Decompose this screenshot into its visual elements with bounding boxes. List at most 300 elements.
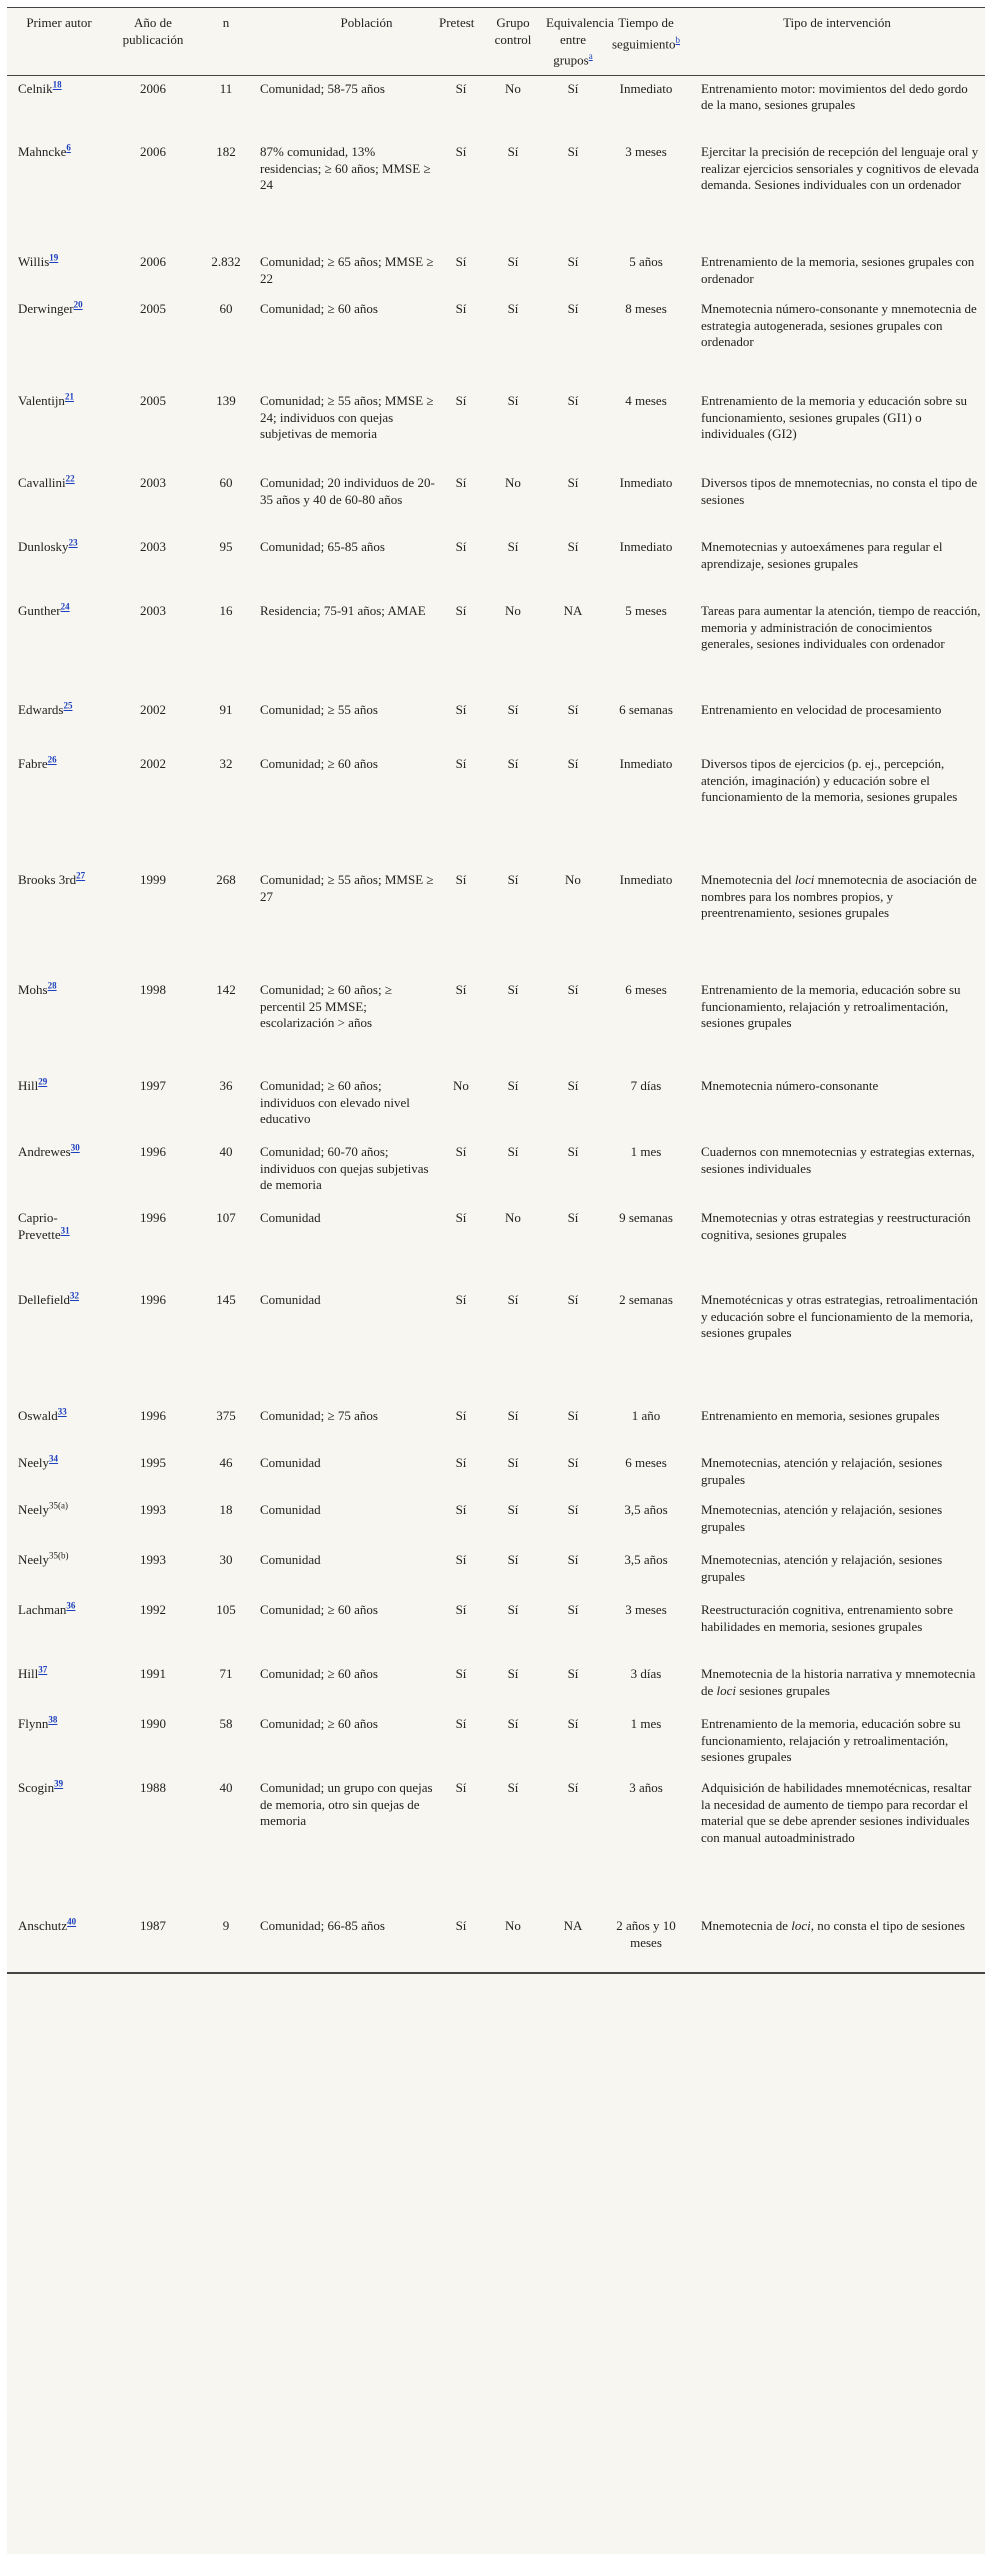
- cell-autor: [7, 1287, 111, 1403]
- cell-autor: [7, 1597, 111, 1661]
- reference-link[interactable]: 27: [76, 871, 86, 881]
- cell-control: No: [505, 603, 521, 619]
- author-name: Scogin: [18, 1780, 55, 1796]
- reference-link[interactable]: 37: [38, 1665, 48, 1675]
- cell-intervencion: Mnemotecnias, atención y relajación, sesiones grupales: [701, 1455, 943, 1487]
- cell-autor: [7, 1547, 111, 1597]
- cell-control: Sí: [507, 254, 519, 270]
- header-intervencion: Tipo de intervención: [783, 15, 891, 30]
- cell-autor: [7, 1775, 111, 1913]
- cell-anio: 2006: [140, 144, 166, 160]
- cell-anio: 2006: [140, 254, 166, 270]
- cell-seguimiento: 2 años y 10 meses: [616, 1918, 676, 1950]
- cell-control: Sí: [507, 1502, 519, 1518]
- table-row: [7, 1139, 985, 1205]
- table-row: [7, 1073, 985, 1139]
- table-row: [7, 1205, 985, 1287]
- cell-equivalencia: Sí: [567, 1780, 579, 1796]
- author-name: Mohs: [18, 982, 48, 998]
- table-row: [7, 1711, 985, 1775]
- cell-autor: [7, 470, 111, 534]
- table-row: [7, 598, 985, 697]
- cell-equivalencia: Sí: [567, 1210, 579, 1226]
- author-name: Mahncke: [18, 144, 67, 160]
- cell-poblacion: Comunidad; ≥ 60 años; ≥ percentil 25 MMSE; escolarización > años: [260, 982, 392, 1031]
- cell-equivalencia: Sí: [567, 1292, 579, 1308]
- cell-anio: 2005: [140, 301, 166, 317]
- intervention-text: mnemotecnia de asociación de nombres para los nombres propios, y preentrenamiento, sesiones grupales: [701, 872, 977, 921]
- author-name: Celnik: [18, 80, 53, 96]
- cell-pretest: Sí: [455, 539, 467, 555]
- cell-anio: 2003: [140, 603, 166, 619]
- cell-n: 32: [219, 756, 233, 772]
- cell-seguimiento: Inmediato: [619, 475, 673, 491]
- cell-pretest: Sí: [455, 1602, 467, 1618]
- table-row: [7, 977, 985, 1073]
- cell-intervencion: Mnemotecnia número-consonante y mnemotecnia de estrategia autogenerada, sesiones grupales con ordenador: [701, 301, 977, 350]
- footnote-link-a[interactable]: a: [588, 51, 593, 61]
- cell-n: 40: [219, 1144, 233, 1160]
- cell-anio: 1987: [140, 1918, 166, 1934]
- cell-n: 40: [219, 1780, 233, 1796]
- cell-intervencion: Diversos tipos de ejercicios (p. ej., percepción, atención, imaginación) y educación sobre el funcionamiento de la memoria, sesiones grupales: [701, 756, 958, 805]
- table-row: [7, 388, 985, 470]
- cell-intervencion: Diversos tipos de mnemotecnias, no consta el tipo de sesiones: [701, 475, 978, 507]
- cell-n: 107: [216, 1210, 236, 1226]
- author-name: Oswald: [18, 1408, 58, 1424]
- cell-intervencion: Reestructuración cognitiva, entrenamiento sobre habilidades en memoria, sesiones grupales: [701, 1602, 953, 1634]
- cell-autor: [7, 867, 111, 977]
- cell-pretest: Sí: [455, 1408, 467, 1424]
- cell-autor: [7, 1450, 111, 1497]
- author-name: Caprio-Prevette: [18, 1210, 61, 1242]
- intervention-text: no consta el tipo de sesiones: [814, 1918, 965, 1934]
- table-row: [7, 1403, 985, 1450]
- cell-n: 2.832: [211, 254, 241, 270]
- cell-n: 375: [216, 1408, 236, 1424]
- cell-poblacion: Comunidad; ≥ 60 años: [260, 1716, 378, 1732]
- header-anio: Año de publicación: [122, 15, 184, 47]
- header-row: [7, 8, 985, 76]
- reference-link[interactable]: 26: [47, 755, 57, 765]
- cell-pretest: Sí: [455, 393, 467, 409]
- cell-anio: 1990: [140, 1716, 166, 1732]
- cell-seguimiento: 1 año: [631, 1408, 661, 1424]
- cell-intervencion: [689, 1913, 985, 1973]
- cell-n: 268: [216, 872, 236, 888]
- cell-intervencion: Entrenamiento motor: movimientos del dedo gordo de la mano, sesiones grupales: [701, 80, 968, 113]
- cell-seguimiento: 5 meses: [625, 603, 667, 619]
- cell-autor: [7, 1711, 111, 1775]
- cell-control: Sí: [507, 144, 519, 160]
- reference-link[interactable]: 39: [54, 1779, 64, 1789]
- cell-n: 139: [216, 393, 236, 409]
- cell-control: Sí: [507, 756, 519, 772]
- cell-poblacion: 87% comunidad, 13% residencias; ≥ 60 años; MMSE ≥ 24: [260, 144, 431, 193]
- cell-anio: 2003: [140, 539, 166, 555]
- cell-equivalencia: Sí: [567, 982, 579, 998]
- reference-link[interactable]: 25: [63, 701, 73, 711]
- cell-pretest: Sí: [455, 1502, 467, 1518]
- cell-n: 30: [219, 1552, 233, 1568]
- header-seguimiento: Tiempo de seguimiento$^b$: [611, 15, 681, 51]
- reference-link[interactable]: 28: [47, 981, 57, 991]
- cell-poblacion: Comunidad; 60-70 años; individuos con quejas subjetivas de memoria: [260, 1144, 429, 1193]
- cell-equivalencia: Sí: [567, 1144, 579, 1160]
- reference-link[interactable]: 33: [57, 1407, 67, 1417]
- cell-equivalencia: Sí: [567, 301, 579, 317]
- cell-poblacion: Comunidad; un grupo con quejas de memoria, otro sin quejas de memoria: [260, 1780, 433, 1829]
- table-container: [7, 7, 985, 2554]
- cell-anio: 1997: [140, 1078, 166, 1094]
- reference-link: 35(a): [49, 1501, 69, 1511]
- cell-poblacion: Comunidad; ≥ 75 años: [260, 1408, 378, 1424]
- intervention-text: loci,: [791, 1918, 814, 1934]
- cell-pretest: Sí: [455, 603, 467, 619]
- cell-poblacion: Comunidad; ≥ 60 años: [260, 1666, 378, 1682]
- cell-pretest: Sí: [455, 1918, 467, 1934]
- cell-pretest: Sí: [455, 1716, 467, 1732]
- header-pretest: Pretest: [439, 15, 475, 30]
- cell-autor: [7, 139, 111, 249]
- cell-anio: 1993: [140, 1502, 166, 1518]
- table-row: [7, 697, 985, 751]
- cell-n: 60: [219, 301, 233, 317]
- cell-anio: 1996: [140, 1210, 166, 1226]
- cell-intervencion: Mnemotecnias y autoexámenes para regular el aprendizaje, sesiones grupales: [701, 539, 943, 571]
- cell-equivalencia: Sí: [567, 1552, 579, 1568]
- cell-anio: 1995: [140, 1455, 166, 1471]
- cell-intervencion: Ejercitar la precisión de recepción del lenguaje oral y realizar ejercicios sensoriales y cognitivos de elevada demanda. Sesiones individuales con un ordenador: [701, 144, 979, 193]
- intervention-text: loci: [716, 1682, 737, 1698]
- reference-link[interactable]: 22: [65, 474, 75, 484]
- cell-seguimiento: 3,5 años: [624, 1552, 668, 1568]
- cell-anio: 1999: [140, 872, 166, 888]
- cell-autor: [7, 296, 111, 388]
- author-name: Lachman: [18, 1602, 67, 1618]
- cell-seguimiento: Inmediato: [619, 80, 673, 96]
- cell-pretest: Sí: [455, 80, 467, 96]
- cell-n: 16: [219, 603, 233, 619]
- table-row: [7, 1913, 985, 1973]
- cell-pretest: Sí: [455, 475, 467, 491]
- reference-link[interactable]: 36: [66, 1601, 76, 1611]
- author-name: Dunlosky: [18, 539, 69, 555]
- author-name: Dellefield: [18, 1292, 70, 1308]
- cell-n: 46: [219, 1455, 233, 1471]
- cell-intervencion: Tareas para aumentar la atención, tiempo de reacción, memoria y administración de conocimientos generales, sesiones individuales con ordenador: [701, 603, 981, 652]
- cell-anio: 1991: [140, 1666, 166, 1682]
- cell-seguimiento: Inmediato: [619, 872, 673, 888]
- author-name: Fabre: [18, 756, 48, 772]
- reference-link[interactable]: 21: [64, 392, 74, 402]
- cell-anio: 2002: [140, 756, 166, 772]
- table-row: [7, 1547, 985, 1597]
- reference-link[interactable]: 20: [73, 300, 83, 310]
- cell-equivalencia: Sí: [567, 80, 579, 96]
- cell-equivalencia: Sí: [567, 756, 579, 772]
- cell-equivalencia: Sí: [567, 539, 579, 555]
- cell-pretest: Sí: [455, 1144, 467, 1160]
- cell-intervencion: Cuadernos con mnemotecnias y estrategias externas, sesiones individuales: [701, 1144, 975, 1176]
- reference-link[interactable]: 31: [60, 1225, 70, 1236]
- cell-pretest: Sí: [455, 756, 467, 772]
- author-name: Edwards: [18, 702, 64, 718]
- cell-intervencion: Entrenamiento de la memoria, educación sobre su funcionamiento, relajación y retroalimentación, sesiones grupales: [701, 1716, 961, 1765]
- cell-anio: 1993: [140, 1552, 166, 1568]
- cell-poblacion: Comunidad; ≥ 60 años: [260, 301, 378, 317]
- cell-seguimiento: 1 mes: [630, 1716, 662, 1732]
- cell-autor: [7, 534, 111, 598]
- author-name: Brooks 3rd: [18, 872, 77, 888]
- cell-equivalencia: Sí: [567, 1455, 579, 1471]
- author-name: Hill: [18, 1078, 39, 1094]
- cell-poblacion: Comunidad: [260, 1502, 321, 1518]
- cell-control: No: [505, 80, 521, 96]
- cell-control: Sí: [507, 1780, 519, 1796]
- cell-n: 11: [219, 80, 233, 96]
- table-row: [7, 139, 985, 249]
- reference-link[interactable]: 23: [68, 538, 78, 548]
- cell-equivalencia: NA: [563, 603, 583, 619]
- cell-intervencion: Mnemotecnia número-consonante: [701, 1078, 879, 1094]
- cell-equivalencia: Sí: [567, 1502, 579, 1518]
- cell-control: Sí: [507, 872, 519, 888]
- cell-pretest: Sí: [455, 982, 467, 998]
- cell-seguimiento: 4 meses: [625, 393, 667, 409]
- reference-link[interactable]: 38: [48, 1715, 58, 1725]
- cell-intervencion: Mnemotécnicas y otras estrategias, retroalimentación y educación sobre el funcionamiento de la memoria, sesiones grupales: [701, 1292, 978, 1341]
- table-row: [7, 1287, 985, 1403]
- cell-equivalencia: NA: [563, 1918, 583, 1934]
- header-poblacion: Población: [340, 15, 393, 30]
- cell-pretest: Sí: [455, 1780, 467, 1796]
- cell-pretest: Sí: [455, 872, 467, 888]
- reference-link[interactable]: 34: [49, 1454, 59, 1464]
- intervention-text: Mnemotecnia de: [701, 1918, 792, 1934]
- header-n: n: [222, 15, 230, 30]
- author-name: Gunther: [18, 603, 61, 619]
- cell-autor: [7, 977, 111, 1073]
- author-name: Willis: [18, 254, 50, 270]
- cell-poblacion: Comunidad: [260, 1292, 321, 1308]
- reference-link[interactable]: 32: [69, 1291, 79, 1301]
- table-row: [7, 470, 985, 534]
- reference-link[interactable]: 19: [49, 253, 59, 263]
- cell-seguimiento: 6 meses: [625, 1455, 667, 1471]
- cell-control: Sí: [507, 1408, 519, 1424]
- cell-n: 36: [219, 1078, 233, 1094]
- cell-equivalencia: Sí: [567, 1602, 579, 1618]
- cell-anio: 1992: [140, 1602, 166, 1618]
- cell-control: Sí: [507, 1292, 519, 1308]
- author-name: Cavallini: [18, 475, 66, 491]
- cell-control: Sí: [507, 982, 519, 998]
- cell-poblacion: Comunidad; ≥ 55 años: [260, 702, 378, 718]
- cell-n: 142: [216, 982, 236, 998]
- cell-equivalencia: No: [565, 872, 581, 888]
- cell-seguimiento: 3 meses: [625, 144, 667, 160]
- cell-seguimiento: 8 meses: [625, 301, 667, 317]
- cell-n: 9: [222, 1918, 230, 1934]
- cell-autor: [7, 249, 111, 296]
- cell-autor: [7, 388, 111, 470]
- cell-anio: 1996: [140, 1408, 166, 1424]
- cell-seguimiento: 5 años: [629, 254, 663, 270]
- cell-seguimiento: 1 mes: [630, 1144, 662, 1160]
- cell-intervencion: Entrenamiento de la memoria y educación sobre su funcionamiento, sesiones grupales (GI1) o individuales (GI2): [701, 393, 968, 442]
- cell-pretest: Sí: [455, 702, 467, 718]
- table-row: [7, 1497, 985, 1547]
- cell-control: No: [505, 475, 521, 491]
- cell-anio: 1996: [140, 1292, 166, 1308]
- author-name: Neely: [18, 1502, 50, 1518]
- cell-control: Sí: [507, 1455, 519, 1471]
- cell-pretest: Sí: [455, 301, 467, 317]
- reference-link[interactable]: 29: [38, 1077, 48, 1087]
- cell-poblacion: Comunidad; 58-75 años: [260, 80, 385, 96]
- cell-seguimiento: 3,5 años: [624, 1502, 668, 1518]
- cell-autor: [7, 1073, 111, 1139]
- table-row: [7, 1450, 985, 1497]
- cell-poblacion: Residencia; 75-91 años; AMAE: [260, 603, 426, 619]
- cell-intervencion: Entrenamiento de la memoria, educación sobre su funcionamiento, relajación y retroalimentación, sesiones grupales: [701, 982, 961, 1031]
- reference-link[interactable]: 40: [67, 1917, 77, 1927]
- cell-poblacion: Comunidad; ≥ 65 años; MMSE ≥ 22: [260, 254, 434, 286]
- cell-control: Sí: [507, 1144, 519, 1160]
- cell-intervencion: [689, 1661, 985, 1711]
- cell-intervencion: Mnemotecnias, atención y relajación, sesiones grupales: [701, 1502, 943, 1534]
- cell-pretest: Sí: [455, 144, 467, 160]
- cell-anio: 1988: [140, 1780, 166, 1796]
- cell-seguimiento: 6 meses: [625, 982, 667, 998]
- cell-intervencion: [689, 867, 985, 977]
- author-name: Andrewes: [18, 1144, 71, 1160]
- cell-seguimiento: 7 días: [630, 1078, 662, 1094]
- cell-poblacion: Comunidad; ≥ 60 años: [260, 756, 378, 772]
- reference-link[interactable]: 18: [52, 79, 62, 90]
- table-row: [7, 751, 985, 867]
- cell-autor: [7, 1403, 111, 1450]
- cell-seguimiento: 6 semanas: [619, 702, 673, 718]
- cell-n: 182: [216, 144, 236, 160]
- cell-pretest: Sí: [455, 254, 467, 270]
- cell-poblacion: Comunidad: [260, 1210, 321, 1226]
- cell-pretest: Sí: [455, 1292, 467, 1308]
- cell-seguimiento: 3 meses: [625, 1602, 667, 1618]
- cell-equivalencia: Sí: [567, 702, 579, 718]
- cell-anio: 2002: [140, 702, 166, 718]
- author-name: Flynn: [18, 1716, 49, 1732]
- cell-poblacion: Comunidad; 66-85 años: [260, 1918, 385, 1934]
- table-row: [7, 1597, 985, 1661]
- cell-seguimiento: Inmediato: [619, 756, 673, 772]
- cell-anio: 2005: [140, 393, 166, 409]
- cell-control: Sí: [507, 1552, 519, 1568]
- cell-seguimiento: 3 años: [629, 1780, 663, 1796]
- cell-autor: [7, 598, 111, 697]
- cell-poblacion: Comunidad: [260, 1455, 321, 1471]
- cell-seguimiento: Inmediato: [619, 539, 673, 555]
- table-row: [7, 75, 985, 139]
- table-row: [7, 867, 985, 977]
- cell-pretest: Sí: [455, 1666, 467, 1682]
- cell-anio: 2003: [140, 475, 166, 491]
- cell-n: 95: [219, 539, 233, 555]
- cell-equivalencia: Sí: [567, 1078, 579, 1094]
- reference-link[interactable]: 24: [60, 602, 70, 612]
- cell-equivalencia: Sí: [567, 144, 579, 160]
- cell-seguimiento: 3 días: [630, 1666, 662, 1682]
- cell-intervencion: Entrenamiento en memoria, sesiones grupales: [701, 1408, 940, 1424]
- reference-link[interactable]: 30: [70, 1143, 80, 1153]
- header-equivalencia: Equivalencia entre grupos$^a$: [546, 15, 614, 68]
- cell-equivalencia: Sí: [567, 1716, 579, 1732]
- table-row: [7, 534, 985, 598]
- cell-control: Sí: [507, 539, 519, 555]
- cell-autor: [7, 751, 111, 867]
- author-name: Hill: [18, 1666, 39, 1682]
- header-autor: Primer autor: [26, 15, 92, 30]
- reference-link[interactable]: 6: [66, 143, 71, 153]
- cell-seguimiento: 9 semanas: [619, 1210, 673, 1226]
- cell-poblacion: Comunidad; ≥ 55 años; MMSE ≥ 27: [260, 872, 434, 904]
- cell-autor: [7, 1497, 111, 1547]
- cell-poblacion: Comunidad: [260, 1552, 321, 1568]
- cell-control: Sí: [507, 1078, 519, 1094]
- cell-intervencion: Entrenamiento de la memoria, sesiones grupales con ordenador: [701, 254, 975, 286]
- table-row: [7, 1775, 985, 1913]
- author-name: Anschutz: [18, 1918, 68, 1934]
- cell-poblacion: Comunidad; 65-85 años: [260, 539, 385, 555]
- cell-n: 18: [219, 1502, 233, 1518]
- footnote-link-b[interactable]: b: [675, 34, 681, 45]
- cell-anio: 1998: [140, 982, 166, 998]
- cell-seguimiento: 2 semanas: [619, 1292, 673, 1308]
- cell-n: 145: [216, 1292, 236, 1308]
- cell-pretest: No: [453, 1078, 469, 1094]
- cell-n: 58: [219, 1716, 233, 1732]
- table-row: [7, 249, 985, 296]
- author-name: Derwinger: [18, 301, 74, 317]
- author-name: Neely: [18, 1455, 50, 1471]
- cell-intervencion: Mnemotecnias, atención y relajación, sesiones grupales: [701, 1552, 943, 1584]
- cell-pretest: Sí: [455, 1455, 467, 1471]
- cell-control: No: [505, 1210, 521, 1226]
- reference-link: 35(b): [49, 1551, 69, 1561]
- cell-poblacion: Comunidad; 20 individuos de 20-35 años y 40 de 60-80 años: [260, 475, 435, 507]
- cell-autor: [7, 697, 111, 751]
- cell-anio: 1996: [140, 1144, 166, 1160]
- cell-intervencion: Entrenamiento en velocidad de procesamiento: [701, 702, 942, 718]
- header-control: Grupo control: [494, 15, 532, 47]
- cell-pretest: Sí: [455, 1210, 467, 1226]
- cell-control: Sí: [507, 393, 519, 409]
- author-name: Valentijn: [18, 393, 65, 409]
- cell-equivalencia: Sí: [567, 1666, 579, 1682]
- cell-equivalencia: Sí: [567, 393, 579, 409]
- cell-control: Sí: [507, 301, 519, 317]
- cell-control: No: [505, 1918, 521, 1934]
- intervention-text: Mnemotecnia de la historia narrativa y mnemotecnia de: [701, 1666, 976, 1698]
- cell-anio: 2006: [140, 80, 166, 96]
- cell-control: Sí: [507, 1716, 519, 1732]
- cell-poblacion: Comunidad; ≥ 60 años: [260, 1602, 378, 1618]
- cell-control: Sí: [507, 702, 519, 718]
- intervention-text: sesiones grupales: [736, 1682, 830, 1698]
- cell-n: 91: [219, 702, 233, 718]
- cell-intervencion: Mnemotecnias y otras estrategias y reestructuración cognitiva, sesiones grupales: [701, 1210, 971, 1242]
